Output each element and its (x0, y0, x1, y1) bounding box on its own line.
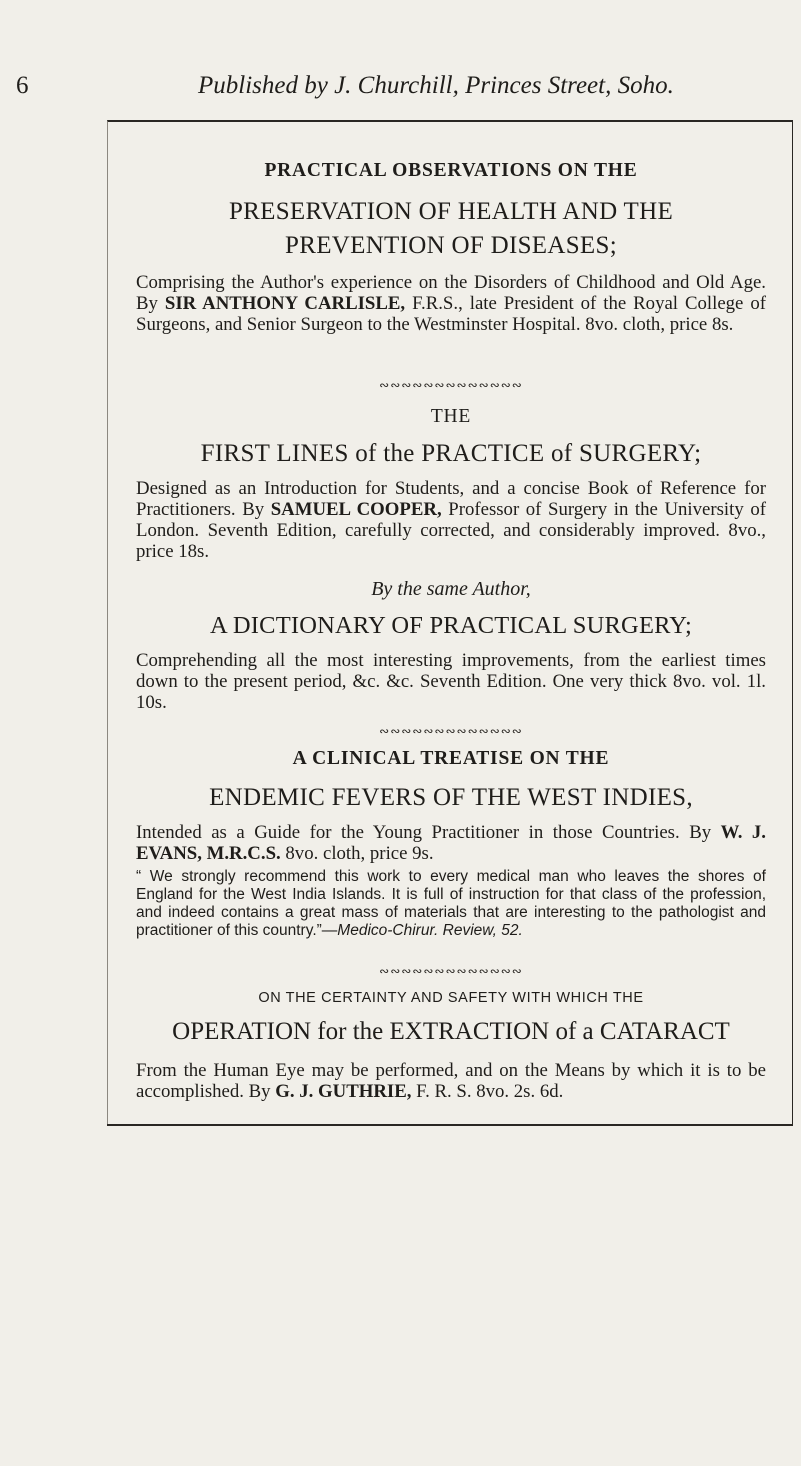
s2-title: FIRST LINES of the PRACTICE of SURGERY; (200, 440, 702, 467)
s1-description: Comprising the Author's experience on the Disorders of Childhood and Old Age. By SIR ANTHONY CARLISLE, F.R.S., late President of the Royal College of Surgeons, and Senior Surgeon to the Westminster Hospital. 8vo. cloth, price 8s. (136, 272, 766, 335)
s1-title-line2: PREVENTION OF DISEASES; (285, 232, 617, 259)
running-head: Published by J. Churchill, Princes Street, Soho. (198, 72, 674, 99)
s2-kicker: THE (430, 406, 472, 427)
s1-author: SIR ANTHONY CARLISLE, (164, 293, 406, 314)
s4-title: ENDEMIC FEVERS OF THE WEST INDIES, (209, 784, 693, 811)
s2-author: SAMUEL COOPER, (270, 499, 442, 520)
ornament-divider-2: ∾∾∾∾∾∾∾∾∾∾∾∾∾ (379, 724, 523, 738)
s2-description: Designed as an Introduction for Students, and a concise Book of Reference for Practitioners. By SAMUEL COOPER, Professor of Surgery in the University of London. Seventh Edition, carefully corrected, and considerably improved. 8vo., price 18s. (136, 478, 766, 562)
ornament-divider-1: ∾∾∾∾∾∾∾∾∾∾∾∾∾ (379, 378, 523, 392)
s1-kicker: PRACTICAL OBSERVATIONS ON THE (264, 160, 638, 181)
s1-title-line1: PRESERVATION OF HEALTH AND THE (228, 198, 674, 225)
s3-title: A DICTIONARY OF PRACTICAL SURGERY; (210, 612, 692, 639)
s4-kicker: A CLINICAL TREATISE ON THE (292, 748, 610, 769)
s4-author: W. J. EVANS, M.R.C.S. (136, 822, 766, 864)
s3-by-line: By the same Author, (371, 578, 531, 600)
s3-description: Comprehending all the most interesting improvements, from the earliest times down to the present period, &c. &c. Seventh Edition. One very thick 8vo. vol. 1l. 10s. (136, 650, 766, 713)
s4-description: Intended as a Guide for the Young Practitioner in those Countries. By W. J. EVANS, M.R.C.S. 8vo. cloth, price 9s. (136, 822, 766, 864)
s5-author: G. J. GUTHRIE, (275, 1081, 412, 1102)
s5-title: OPERATION for the EXTRACTION of a CATARACT (172, 1018, 730, 1045)
ornament-divider-3: ∾∾∾∾∾∾∾∾∾∾∾∾∾ (379, 964, 523, 978)
s4-review (136, 868, 766, 940)
frame-bottom-rule (107, 1124, 793, 1126)
page-number: 6 (16, 72, 29, 99)
s4-review-quote: “ We strongly recommend this work to every medical man who leaves the shores of England for the West India Islands. It is full of instruction for that class of the profession, and indeed contains a great mass of materials that are interesting to the pathologist and practitioner of this country.”— (136, 868, 766, 939)
page-header (0, 72, 801, 108)
s5-description: From the Human Eye may be performed, and on the Means by which it is to be accomplished. By G. J. GUTHRIE, F. R. S. 8vo. 2s. 6d. (136, 1060, 766, 1102)
s5-kicker: ON THE CERTAINTY AND SAFETY WITH WHICH THE (258, 990, 644, 1006)
s4-review-source: Medico-Chirur. Review, 52. (337, 922, 523, 939)
